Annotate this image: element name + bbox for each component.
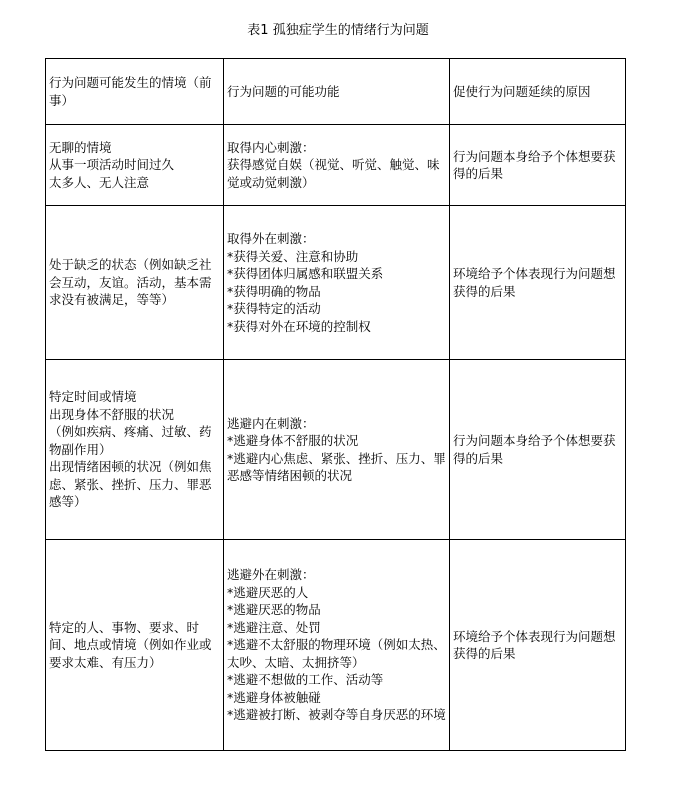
table-row: [46, 360, 626, 540]
function-cell: [224, 360, 450, 540]
context-line: 无聊的情境: [49, 139, 112, 155]
function-cell: [224, 540, 450, 751]
context-line: 特定的人、事物、要求、时间、地点或情境（例如作业或要求太难、有压力）: [49, 619, 212, 670]
context-cell: [46, 360, 224, 540]
context-cell: [46, 125, 224, 206]
function-line: *逃避内心焦虑、紧张、挫折、压力、罪恶感等情绪困顿的状况: [227, 450, 446, 483]
function-line: *逃避身体被触碰: [227, 689, 321, 705]
function-line: *逃避不太舒服的物理环境（例如太热、太吵、太暗、太拥挤等）: [227, 637, 446, 670]
context-line: （例如疾病、疼痛、过敏、药物副作用）: [49, 424, 212, 457]
function-line: *逃避注意、处罚: [227, 619, 321, 635]
header-function: 行为问题的可能功能: [224, 59, 450, 125]
function-line: *获得关爱、注意和协助: [227, 248, 359, 264]
context-line: 从事一项活动时间过久: [49, 157, 175, 173]
header-reason: 促使行为问题延续的原因: [450, 59, 626, 125]
function-cell: [224, 206, 450, 360]
function-line: 取得外在刺激：: [227, 231, 315, 246]
reason-cell: 环境给予个体表现行为问题想获得的后果: [450, 206, 626, 360]
context-cell: [46, 540, 224, 751]
function-line: *逃避厌恶的物品: [227, 602, 321, 618]
function-line: *获得明确的物品: [227, 283, 321, 299]
reason-cell: 行为问题本身给予个体想要获得的后果: [450, 125, 626, 206]
function-line: *获得特定的活动: [227, 301, 321, 316]
reason-cell: 环境给予个体表现行为问题想获得的后果: [450, 540, 626, 751]
function-line: 获得感觉自娱（视觉、听觉、触觉、味觉或动觉刺激）: [227, 157, 440, 190]
table-row: [46, 125, 626, 206]
function-line: *逃避被打断、被剥夺等自身厌恶的环境: [227, 707, 446, 723]
behavior-problem-table: [45, 58, 626, 751]
function-line: *获得对外在环境的控制权: [227, 318, 371, 334]
context-line: 出现身体不舒服的状况: [49, 406, 175, 422]
function-cell: [224, 125, 450, 206]
function-line: *逃避不想做的工作、活动等: [227, 672, 384, 688]
context-line: 出现情绪困顿的状况（例如焦虑、紧张、挫折、压力、罪恶感等）: [49, 459, 212, 510]
context-line: 特定时间或情境: [49, 389, 137, 405]
function-line: 逃避内在刺激：: [227, 415, 315, 431]
table-title: 表1 孤独症学生的情绪行为问题: [247, 23, 429, 38]
context-line: 处于缺乏的状态（例如缺乏社会互动，友谊。活动，基本需求没有被满足，等等）: [49, 257, 212, 308]
table-row: [46, 540, 626, 751]
function-line: *逃避身体不舒服的状况: [227, 433, 359, 448]
context-line: 太多人、无人注意: [49, 174, 150, 190]
reason-cell: 行为问题本身给予个体想要获得的后果: [450, 360, 626, 540]
table-row: [46, 206, 626, 360]
function-line: 逃避外在刺激：: [227, 567, 315, 583]
function-line: *逃避厌恶的人: [227, 584, 309, 600]
context-cell: [46, 206, 224, 360]
function-line: *获得团体归属感和联盟关系: [227, 266, 384, 281]
function-line: 取得内心刺激：: [227, 139, 315, 155]
header-context: 行为问题可能发生的情境（前事）: [46, 59, 224, 125]
table-header-row: [46, 59, 626, 125]
